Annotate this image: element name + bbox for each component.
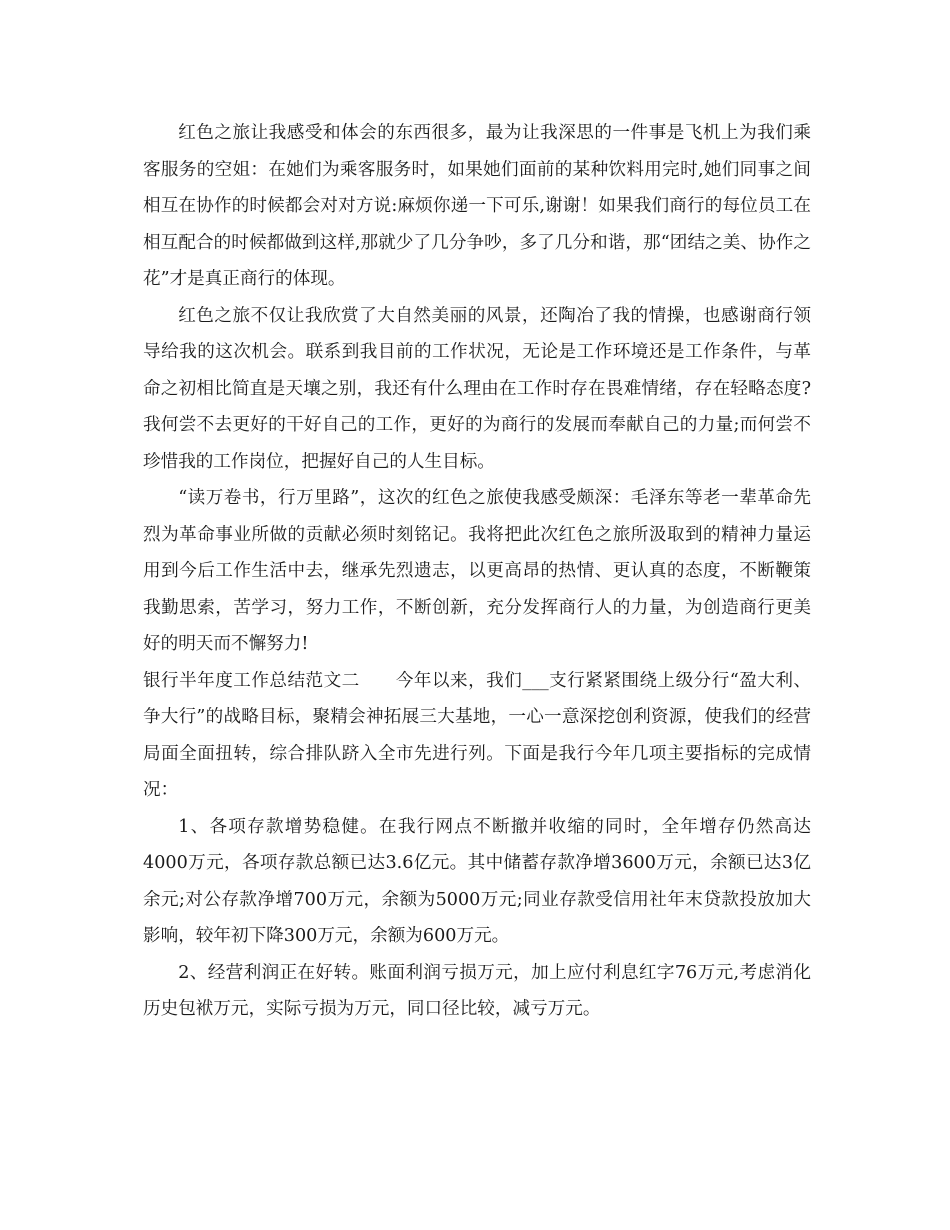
paragraph-summary-title-intro: 银行半年度工作总结范文二 今年以来，我们___支行紧紧围绕上级分行“盈大利、争大行”的战略目标，聚精会神拓展三大基地，一心一意深挖创利资源，使我们的经营局面全面扭转，综合排队跻入全市先进行列。下面是我行今年几项主要指标的完成情况：: [143, 670, 811, 800]
paragraph-red-tour-teamwork: 红色之旅让我感受和体会的东西很多，最为让我深思的一件事是飞机上为我们乘客服务的空姐：在她们为乘客服务时，如果她们面前的某种饮料用完时,她们同事之间相互在协作的时候都会对对方说:麻烦你递一下可乐,谢谢！如果我们商行的每位员工在相互配合的时候都做到这样,那就少了几分争吵，多了几分和谐，那“团结之美、协作之花”才是真正商行的体现。: [143, 123, 811, 289]
paragraph-red-tour-gratitude: 红色之旅不仅让我欣赏了大自然美丽的风景，还陶冶了我的情操，也感谢商行领导给我的这次机会。联系到我目前的工作状况，无论是工作环境还是工作条件，与革命之初相比简直是天壤之别，我还有什么理由在工作时存在畏难情绪，存在轻略态度?我何尝不去更好的干好自己的工作，更好的为商行的发展而奉献自己的力量;而何尝不珍惜我的工作岗位，把握好自己的人生目标。: [143, 305, 811, 472]
paragraph-red-tour-inspiration: “读万卷书，行万里路”，这次的红色之旅使我感受颇深：毛泽东等老一辈革命先烈为革命事业所做的贡献必须时刻铭记。我将把此次红色之旅所汲取到的精神力量运用到今后工作生活中去，继承先烈遗志，以更高昂的热情、更认真的态度，不断鞭策我勤思索，苦学习，努力工作，不断创新，充分发挥商行人的力量，为创造商行更美好的明天而不懈努力!: [143, 488, 811, 654]
paragraph-profit: 2、经营利润正在好转。账面利润亏损万元，加上应付利息红字76万元,考虑消化历史包袱万元，实际亏损为万元，同口径比较，减亏万元。: [143, 962, 811, 1019]
document-body: [143, 115, 811, 1028]
paragraph-deposits: 1、各项存款增势稳健。在我行网点不断撤并收缩的同时，全年增存仍然高达4000万元，各项存款总额已达3.6亿元。其中储蓄存款净增3600万元，余额已达3亿余元;对公存款净增700万元，余额为5000万元;同业存款受信用社年末贷款投放加大影响，较年初下降300万元，余额为600万元。: [143, 816, 811, 946]
